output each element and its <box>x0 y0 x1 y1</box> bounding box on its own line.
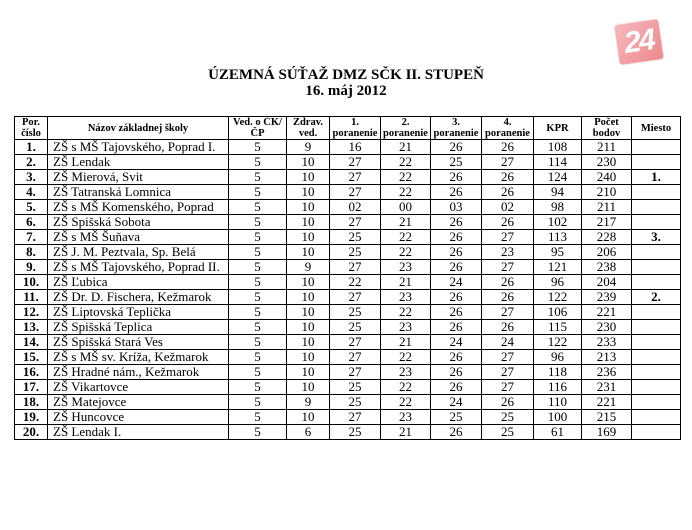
ved-value: 5 <box>229 365 287 380</box>
poranenie-2-value: 22 <box>381 185 431 200</box>
row-number: 15. <box>15 350 48 365</box>
row-number: 17. <box>15 380 48 395</box>
poranenie-4-value: 27 <box>482 305 534 320</box>
school-name: ZŠ Matejovce <box>48 395 229 410</box>
poranenie-2-value: 23 <box>381 410 431 425</box>
zdrav-value: 9 <box>287 260 330 275</box>
school-name: ZŠ Hradné nám., Kežmarok <box>48 365 229 380</box>
poranenie-2-value: 22 <box>381 380 431 395</box>
poranenie-2-value: 23 <box>381 365 431 380</box>
poranenie-4-value: 26 <box>482 140 534 155</box>
poranenie-1-value: 27 <box>330 290 381 305</box>
school-name: ZŠ Lendak <box>48 155 229 170</box>
row-number: 3. <box>15 170 48 185</box>
poranenie-4-value: 26 <box>482 395 534 410</box>
pocet-bodov-value: 221 <box>582 305 632 320</box>
ved-value: 5 <box>229 245 287 260</box>
row-number: 9. <box>15 260 48 275</box>
miesto-value <box>632 185 681 200</box>
poranenie-4-value: 26 <box>482 320 534 335</box>
poranenie-4-value: 27 <box>482 260 534 275</box>
poranenie-3-value: 26 <box>431 305 482 320</box>
poranenie-1-value: 27 <box>330 215 381 230</box>
zdrav-value: 10 <box>287 290 330 305</box>
zdrav-value: 10 <box>287 410 330 425</box>
school-name: ZŠ J. M. Peztvala, Sp. Belá <box>48 245 229 260</box>
col-zdrav-ved-header: Zdrav. ved. <box>287 117 330 140</box>
kpr-value: 121 <box>534 260 582 275</box>
poranenie-4-value: 27 <box>482 155 534 170</box>
table-row <box>15 305 681 320</box>
poranenie-3-value: 26 <box>431 170 482 185</box>
ved-value: 5 <box>229 140 287 155</box>
school-name: ZŠ Dr. D. Fischera, Kežmarok <box>48 290 229 305</box>
school-name: ZŠ s MŠ sv. Kríža, Kežmarok <box>48 350 229 365</box>
pocet-bodov-value: 221 <box>582 395 632 410</box>
row-number: 12. <box>15 305 48 320</box>
pocet-bodov-value: 228 <box>582 230 632 245</box>
poranenie-4-value: 27 <box>482 350 534 365</box>
pocet-bodov-value: 213 <box>582 350 632 365</box>
poranenie-2-value: 21 <box>381 335 431 350</box>
col-poranenie-1-header: 1. poranenie <box>330 117 381 140</box>
poranenie-4-value: 25 <box>482 425 534 440</box>
row-number: 20. <box>15 425 48 440</box>
miesto-value <box>632 305 681 320</box>
pocet-bodov-value: 230 <box>582 155 632 170</box>
logo-text: 24 <box>622 23 656 60</box>
kpr-value: 94 <box>534 185 582 200</box>
poranenie-4-value: 26 <box>482 275 534 290</box>
poranenie-2-value: 22 <box>381 170 431 185</box>
poranenie-1-value: 27 <box>330 185 381 200</box>
col-poranenie-4-header: 4. poranenie <box>482 117 534 140</box>
poranenie-2-value: 21 <box>381 215 431 230</box>
table-row <box>15 365 681 380</box>
kpr-value: 124 <box>534 170 582 185</box>
school-name: ZŠ s MŠ Šuňava <box>48 230 229 245</box>
pocet-bodov-value: 230 <box>582 320 632 335</box>
poranenie-3-value: 25 <box>431 410 482 425</box>
ved-value: 5 <box>229 305 287 320</box>
school-name: ZŠ Mierová, Svit <box>48 170 229 185</box>
poranenie-3-value: 03 <box>431 200 482 215</box>
table-row <box>15 245 681 260</box>
miesto-value <box>632 350 681 365</box>
table-row <box>15 350 681 365</box>
kpr-value: 100 <box>534 410 582 425</box>
poranenie-3-value: 25 <box>431 155 482 170</box>
zdrav-value: 10 <box>287 185 330 200</box>
miesto-value <box>632 320 681 335</box>
col-kpr-header: KPR <box>534 117 582 140</box>
miesto-value <box>632 425 681 440</box>
school-name: ZŠ s MŠ Tajovského, Poprad I. <box>48 140 229 155</box>
table-row <box>15 215 681 230</box>
col-miesto-header: Miesto <box>632 117 681 140</box>
pocet-bodov-value: 231 <box>582 380 632 395</box>
miesto-value <box>632 140 681 155</box>
school-name: ZŠ s MŠ Tajovského, Poprad II. <box>48 260 229 275</box>
miesto-value <box>632 395 681 410</box>
ved-value: 5 <box>229 215 287 230</box>
miesto-value: 1. <box>632 170 681 185</box>
poranenie-4-value: 24 <box>482 335 534 350</box>
poranenie-1-value: 25 <box>330 305 381 320</box>
table-row <box>15 410 681 425</box>
table-row <box>15 185 681 200</box>
pocet-bodov-value: 233 <box>582 335 632 350</box>
row-number: 16. <box>15 365 48 380</box>
poranenie-3-value: 24 <box>431 395 482 410</box>
miesto-value <box>632 200 681 215</box>
col-por-cislo-header: Por. číslo <box>15 117 48 140</box>
zdrav-value: 10 <box>287 305 330 320</box>
school-name: ZŠ Spišská Sobota <box>48 215 229 230</box>
zdrav-value: 10 <box>287 320 330 335</box>
miesto-value: 2. <box>632 290 681 305</box>
poranenie-1-value: 16 <box>330 140 381 155</box>
poranenie-4-value: 26 <box>482 215 534 230</box>
zdrav-value: 10 <box>287 155 330 170</box>
poranenie-3-value: 26 <box>431 320 482 335</box>
ved-value: 5 <box>229 170 287 185</box>
table-row <box>15 275 681 290</box>
row-number: 10. <box>15 275 48 290</box>
table-row <box>15 155 681 170</box>
row-number: 14. <box>15 335 48 350</box>
miesto-value <box>632 380 681 395</box>
poranenie-3-value: 26 <box>431 215 482 230</box>
pocet-bodov-value: 210 <box>582 185 632 200</box>
pocet-bodov-value: 238 <box>582 260 632 275</box>
poranenie-1-value: 27 <box>330 155 381 170</box>
poranenie-3-value: 26 <box>431 230 482 245</box>
page-date: 16. máj 2012 <box>305 83 387 99</box>
kpr-value: 116 <box>534 380 582 395</box>
poranenie-2-value: 21 <box>381 275 431 290</box>
poranenie-3-value: 26 <box>431 365 482 380</box>
zdrav-value: 9 <box>287 140 330 155</box>
table-row <box>15 170 681 185</box>
zdrav-value: 9 <box>287 395 330 410</box>
ved-value: 5 <box>229 275 287 290</box>
row-number: 19. <box>15 410 48 425</box>
table-row <box>15 230 681 245</box>
col-nazov-skoly-header: Názov základnej školy <box>48 117 229 140</box>
poranenie-1-value: 25 <box>330 425 381 440</box>
kpr-value: 113 <box>534 230 582 245</box>
miesto-value <box>632 245 681 260</box>
ved-value: 5 <box>229 230 287 245</box>
ved-value: 5 <box>229 320 287 335</box>
kpr-value: 102 <box>534 215 582 230</box>
poranenie-2-value: 21 <box>381 140 431 155</box>
table-row <box>15 260 681 275</box>
poranenie-1-value: 25 <box>330 395 381 410</box>
poranenie-3-value: 24 <box>431 335 482 350</box>
zdrav-value: 10 <box>287 245 330 260</box>
poranenie-1-value: 25 <box>330 230 381 245</box>
pocet-bodov-value: 240 <box>582 170 632 185</box>
school-name: ZŠ Liptovská Teplička <box>48 305 229 320</box>
poranenie-4-value: 27 <box>482 365 534 380</box>
kpr-value: 106 <box>534 305 582 320</box>
results-table <box>14 116 681 440</box>
poranenie-2-value: 23 <box>381 320 431 335</box>
miesto-value <box>632 335 681 350</box>
pocet-bodov-value: 217 <box>582 215 632 230</box>
zdrav-value: 10 <box>287 335 330 350</box>
school-name: ZŠ Tatranská Lomnica <box>48 185 229 200</box>
col-poranenie-2-header: 2. poranenie <box>381 117 431 140</box>
poranenie-4-value: 02 <box>482 200 534 215</box>
poranenie-3-value: 26 <box>431 185 482 200</box>
table-row <box>15 290 681 305</box>
pocet-bodov-value: 215 <box>582 410 632 425</box>
miesto-value <box>632 215 681 230</box>
page-title: ÚZEMNÁ SÚŤAŽ DMZ SČK II. STUPEŇ <box>208 67 484 83</box>
poranenie-2-value: 22 <box>381 305 431 320</box>
poranenie-3-value: 26 <box>431 380 482 395</box>
ved-value: 5 <box>229 395 287 410</box>
zdrav-value: 10 <box>287 230 330 245</box>
kpr-value: 110 <box>534 395 582 410</box>
row-number: 6. <box>15 215 48 230</box>
poranenie-4-value: 26 <box>482 170 534 185</box>
poranenie-1-value: 27 <box>330 365 381 380</box>
poranenie-3-value: 26 <box>431 260 482 275</box>
miesto-value <box>632 275 681 290</box>
poranenie-1-value: 25 <box>330 245 381 260</box>
zdrav-value: 6 <box>287 425 330 440</box>
school-name: ZŠ s MŠ Komenského, Poprad <box>48 200 229 215</box>
poranenie-2-value: 23 <box>381 260 431 275</box>
ved-value: 5 <box>229 425 287 440</box>
zdrav-value: 10 <box>287 350 330 365</box>
row-number: 18. <box>15 395 48 410</box>
table-row <box>15 380 681 395</box>
row-number: 1. <box>15 140 48 155</box>
poranenie-4-value: 27 <box>482 380 534 395</box>
school-name: ZŠ Vikartovce <box>48 380 229 395</box>
zdrav-value: 10 <box>287 275 330 290</box>
poranenie-1-value: 27 <box>330 335 381 350</box>
poranenie-2-value: 21 <box>381 425 431 440</box>
poranenie-3-value: 26 <box>431 290 482 305</box>
pocet-bodov-value: 236 <box>582 365 632 380</box>
poranenie-1-value: 22 <box>330 275 381 290</box>
kpr-value: 98 <box>534 200 582 215</box>
poranenie-1-value: 27 <box>330 410 381 425</box>
row-number: 7. <box>15 230 48 245</box>
row-number: 13. <box>15 320 48 335</box>
poranenie-3-value: 26 <box>431 140 482 155</box>
table-row <box>15 335 681 350</box>
col-ved-ck-header: Ved. o ČK/ČP <box>229 117 287 140</box>
pocet-bodov-value: 204 <box>582 275 632 290</box>
kpr-value: 118 <box>534 365 582 380</box>
poranenie-2-value: 00 <box>381 200 431 215</box>
miesto-value <box>632 155 681 170</box>
pocet-bodov-value: 206 <box>582 245 632 260</box>
poranenie-2-value: 22 <box>381 230 431 245</box>
table-row <box>15 320 681 335</box>
poranenie-4-value: 26 <box>482 290 534 305</box>
zdrav-value: 10 <box>287 215 330 230</box>
miesto-value <box>632 410 681 425</box>
pocet-bodov-value: 211 <box>582 200 632 215</box>
table-row <box>15 200 681 215</box>
poranenie-4-value: 23 <box>482 245 534 260</box>
ved-value: 5 <box>229 155 287 170</box>
ved-value: 5 <box>229 185 287 200</box>
table-row <box>15 395 681 410</box>
kpr-value: 122 <box>534 335 582 350</box>
poranenie-1-value: 27 <box>330 350 381 365</box>
pocet-bodov-value: 169 <box>582 425 632 440</box>
poranenie-2-value: 22 <box>381 395 431 410</box>
ved-value: 5 <box>229 335 287 350</box>
col-pocet-bodov-header: Počet bodov <box>582 117 632 140</box>
kpr-value: 96 <box>534 275 582 290</box>
poranenie-1-value: 25 <box>330 380 381 395</box>
poranenie-2-value: 22 <box>381 155 431 170</box>
poranenie-1-value: 02 <box>330 200 381 215</box>
row-number: 11. <box>15 290 48 305</box>
poranenie-4-value: 27 <box>482 230 534 245</box>
table-row <box>15 425 681 440</box>
poranenie-1-value: 25 <box>330 320 381 335</box>
school-name: ZŠ Lendak I. <box>48 425 229 440</box>
poranenie-2-value: 22 <box>381 245 431 260</box>
poranenie-1-value: 27 <box>330 170 381 185</box>
zdrav-value: 10 <box>287 380 330 395</box>
zdrav-value: 10 <box>287 170 330 185</box>
table-header-row <box>15 117 681 140</box>
kpr-value: 96 <box>534 350 582 365</box>
poranenie-2-value: 22 <box>381 350 431 365</box>
kpr-value: 108 <box>534 140 582 155</box>
poranenie-1-value: 27 <box>330 260 381 275</box>
ved-value: 5 <box>229 380 287 395</box>
ved-value: 5 <box>229 350 287 365</box>
miesto-value: 3. <box>632 230 681 245</box>
zdrav-value: 10 <box>287 365 330 380</box>
pocet-bodov-value: 239 <box>582 290 632 305</box>
ved-value: 5 <box>229 410 287 425</box>
kpr-value: 95 <box>534 245 582 260</box>
ved-value: 5 <box>229 200 287 215</box>
miesto-value <box>632 260 681 275</box>
school-name: ZŠ Huncovce <box>48 410 229 425</box>
row-number: 5. <box>15 200 48 215</box>
kpr-value: 122 <box>534 290 582 305</box>
poranenie-2-value: 23 <box>381 290 431 305</box>
poranenie-4-value: 25 <box>482 410 534 425</box>
school-name: ZŠ Ľubica <box>48 275 229 290</box>
row-number: 2. <box>15 155 48 170</box>
kpr-value: 61 <box>534 425 582 440</box>
poranenie-3-value: 26 <box>431 425 482 440</box>
school-name: ZŠ Spišská Stará Ves <box>48 335 229 350</box>
table-body <box>15 140 681 440</box>
pocet-bodov-value: 211 <box>582 140 632 155</box>
poranenie-3-value: 26 <box>431 245 482 260</box>
poranenie-3-value: 24 <box>431 275 482 290</box>
table-row <box>15 140 681 155</box>
row-number: 8. <box>15 245 48 260</box>
kpr-value: 115 <box>534 320 582 335</box>
logo-24 <box>614 19 663 65</box>
ved-value: 5 <box>229 260 287 275</box>
zdrav-value: 10 <box>287 200 330 215</box>
school-name: ZŠ Spišská Teplica <box>48 320 229 335</box>
ved-value: 5 <box>229 290 287 305</box>
kpr-value: 114 <box>534 155 582 170</box>
miesto-value <box>632 365 681 380</box>
col-poranenie-3-header: 3. poranenie <box>431 117 482 140</box>
poranenie-4-value: 26 <box>482 185 534 200</box>
poranenie-3-value: 26 <box>431 350 482 365</box>
row-number: 4. <box>15 185 48 200</box>
